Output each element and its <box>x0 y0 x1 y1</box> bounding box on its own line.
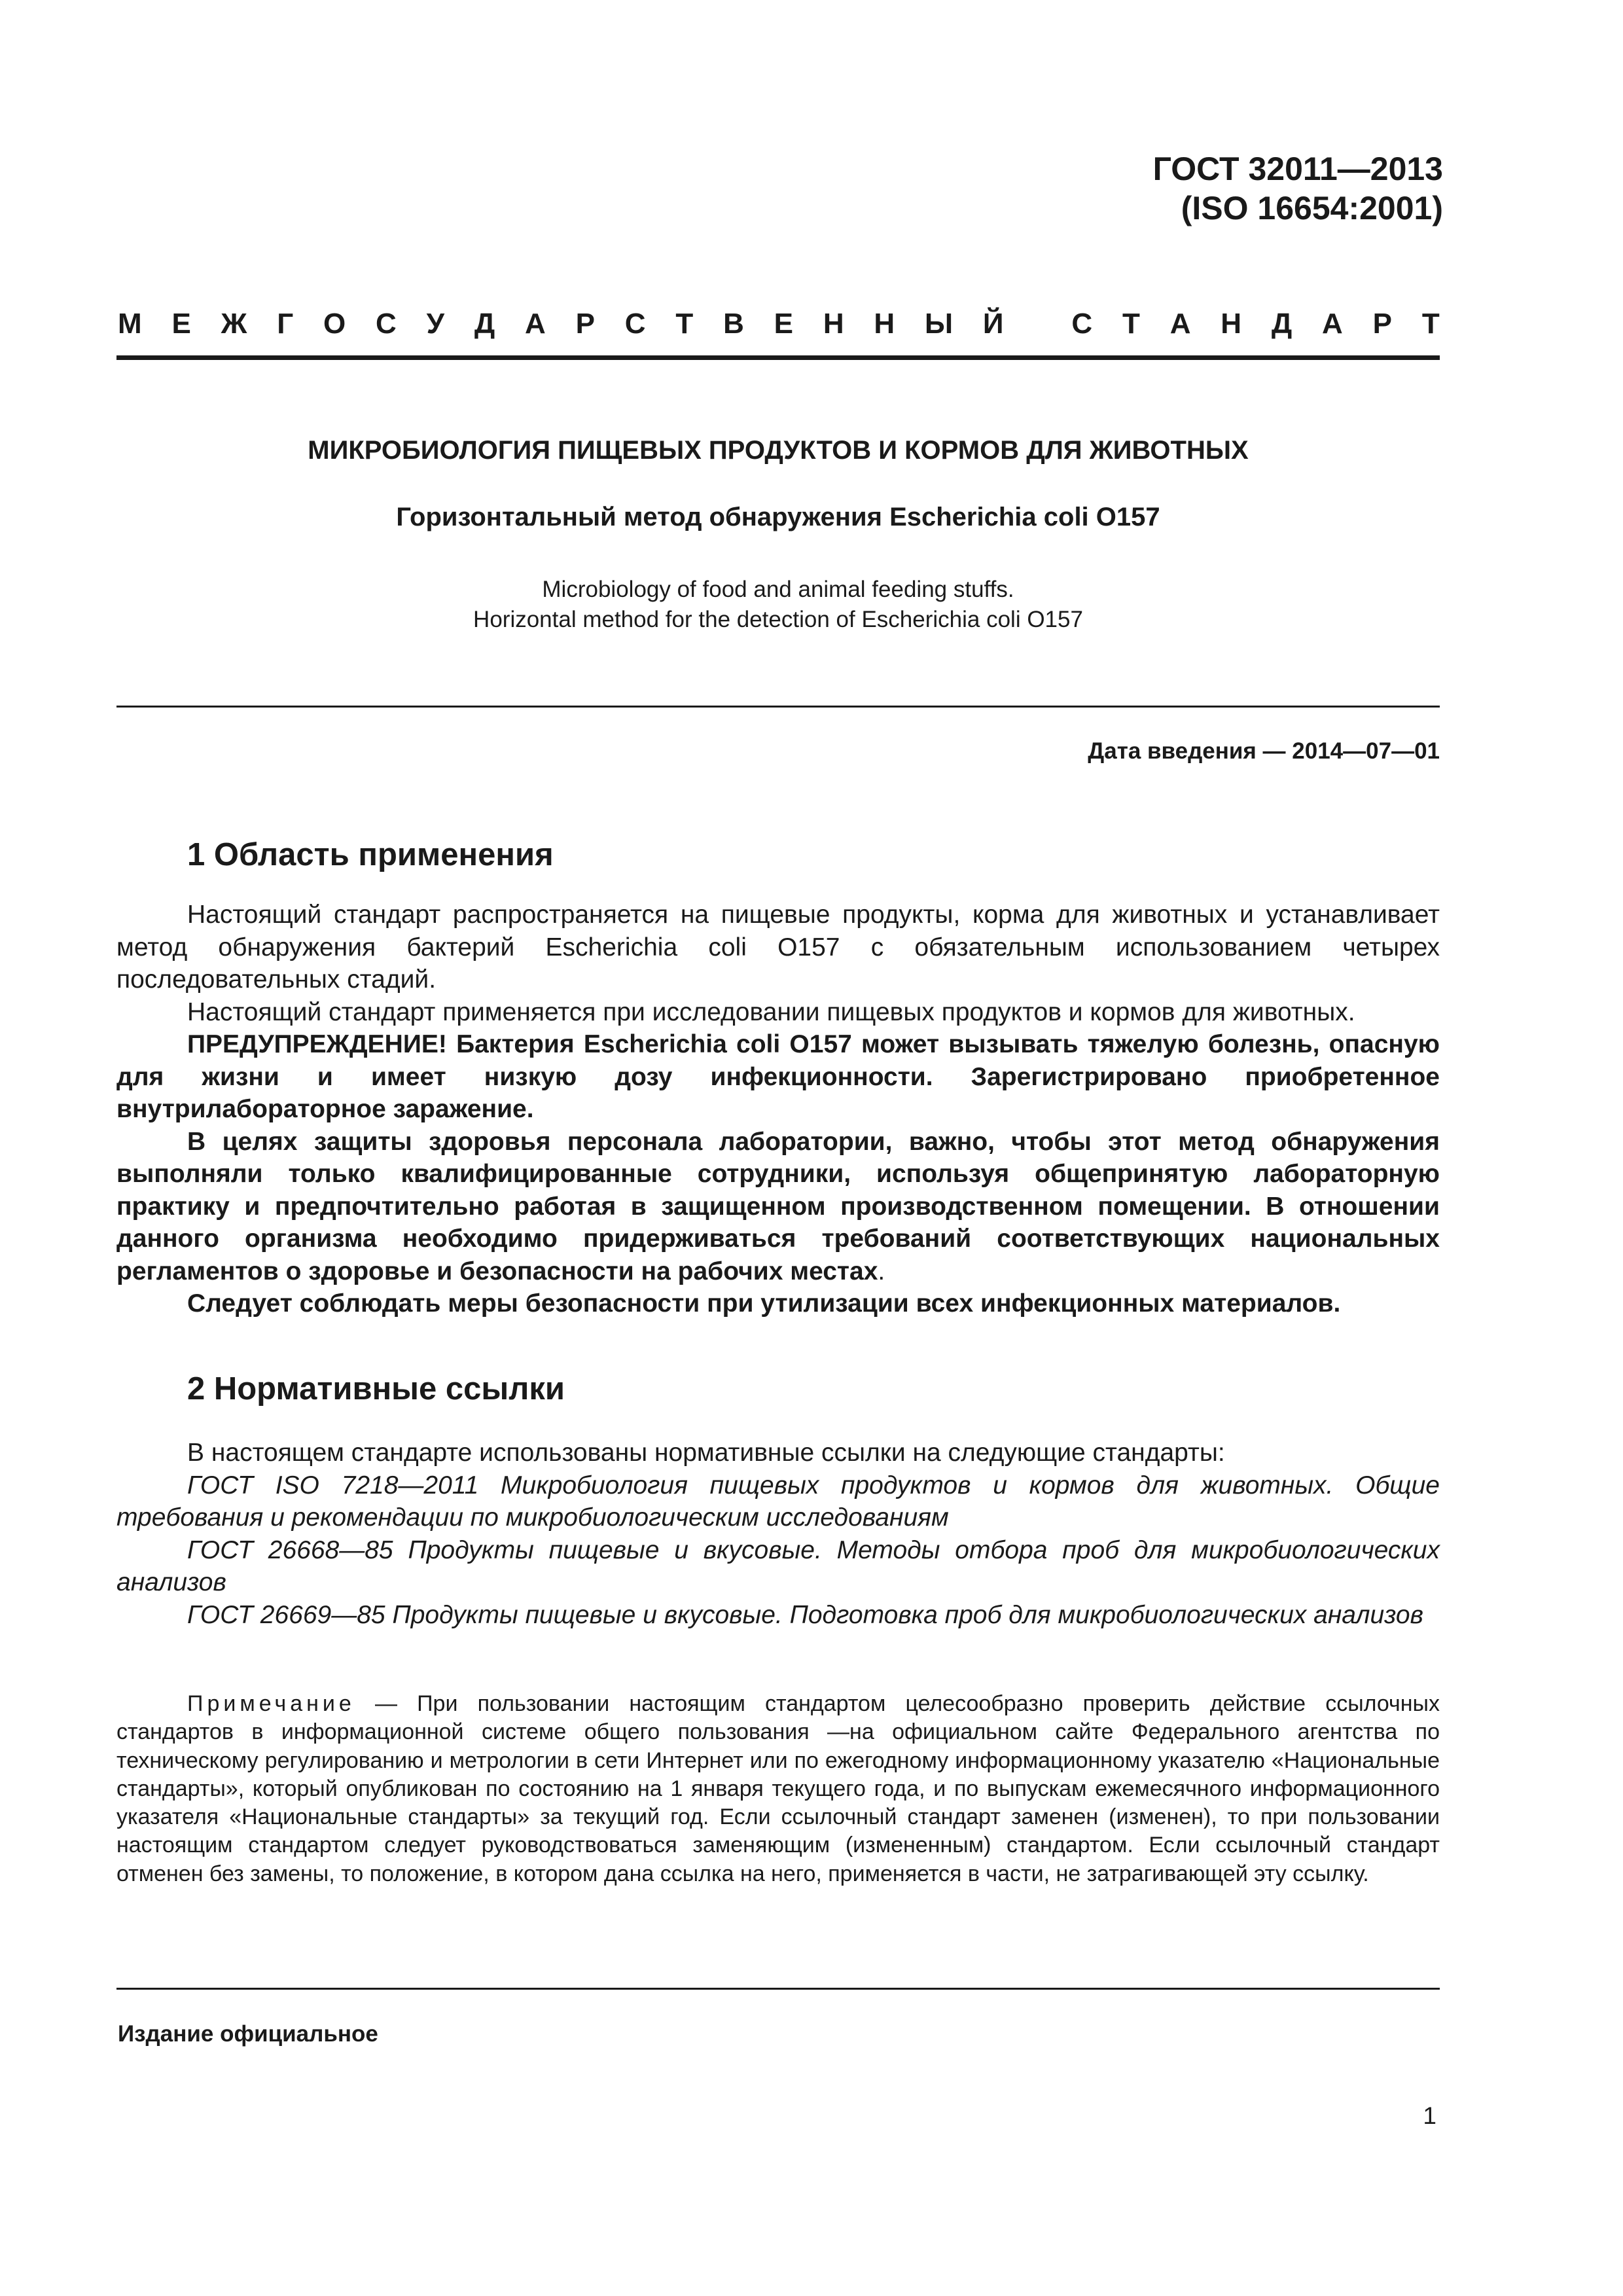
heading-letter: У <box>426 308 445 340</box>
heading-letter: Й <box>982 308 1004 340</box>
section-1-body <box>116 899 1440 1320</box>
iso-number: (ISO 16654:2001) <box>1181 190 1443 226</box>
sub-title: Горизонтальный метод обнаружения Escherichia coli O157 <box>396 503 1160 531</box>
heading-letter: Д <box>474 308 495 340</box>
footer-rule <box>116 1988 1440 1990</box>
note-text: — При пользовании настоящим стандартом целесообразно проверить действие ссылочных стандартов в информационной системе общего пользования —на официальном сайте Федерального агентства по техническому регулированию и метрологии в сети Интернет или по ежегодному информационному указателю «Национальные стандарты», который опубликован по состоянию на 1 января текущего года, и по выпускам ежемесячного информационного указателя «Национальные стандарты» за текущий год. Если ссылочный стандарт заменен (изменен), то при пользовании настоящим стандартом следует руководствоваться заменяющим (измененным) стандартом. Если ссылочный стандарт отменен без замены, то положение, в котором дана ссылка на него, применяется в части, не затрагивающей эту ссылку. <box>116 1691 1440 1886</box>
heading-letter: Е <box>171 308 191 340</box>
heading-letter: Н <box>1221 308 1242 340</box>
reference-item: ГОСТ ISO 7218—2011 Микробиология пищевых продуктов и кормов для животных. Общие требования и рекомендации по микробиологическим исследованиям <box>116 1471 1440 1532</box>
standard-type-heading <box>118 308 1440 340</box>
heading-letter: Д <box>1271 308 1293 340</box>
heading-letter: Т <box>1122 308 1140 340</box>
warning-paragraph: Следует соблюдать меры безопасности при утилизации всех инфекционных материалов. <box>187 1289 1341 1318</box>
doc-number: ГОСТ 32011—2013 <box>1152 151 1443 187</box>
heading-letter: Е <box>774 308 794 340</box>
title-rule <box>116 706 1440 708</box>
heading-letter: Н <box>823 308 844 340</box>
heading-letter: В <box>723 308 744 340</box>
edition-label: Издание официальное <box>118 2021 378 2047</box>
note <box>116 1690 1440 1888</box>
page-number: 1 <box>1423 2102 1436 2129</box>
reference-item: ГОСТ 26669—85 Продукты пищевые и вкусовые. Подготовка проб для микробиологических анализов <box>187 1600 1423 1629</box>
paragraph: Настоящий стандарт распространяется на пищевые продукты, корма для животных и устанавливает метод обнаружения бактерий Escherichia coli O157 с обязательным использованием четырех последовательных стадий. <box>116 901 1440 994</box>
heading-letter: Ы <box>925 308 954 340</box>
heading-letter: А <box>1169 308 1191 340</box>
heading-letter: О <box>323 308 346 340</box>
warning-text: В целях защиты здоровья персонала лаборатории, важно, чтобы этот метод обнаружения выполняли только квалифицированные сотрудники, используя общепринятую лабораторную практику и предпочтительно работая в защищенном производственном помещении. В отношении данного организма необходимо придерживаться требований соответствующих национальных регламентов о здоровье и безопасности на рабочих местах <box>116 1127 1440 1285</box>
warning-paragraph <box>116 1126 1440 1288</box>
heading-letter: Ж <box>221 308 247 340</box>
heading-letter: Р <box>1372 308 1392 340</box>
paragraph: В настоящем стандарте использованы нормативные ссылки на следующие стандарты: <box>187 1439 1225 1467</box>
english-title <box>116 575 1440 635</box>
reference-item: ГОСТ 26668—85 Продукты пищевые и вкусовые. Методы отбора проб для микробиологических анализов <box>116 1535 1440 1596</box>
introduction-date: Дата введения — 2014—07—01 <box>1088 738 1440 764</box>
heading-letter: Р <box>575 308 595 340</box>
heading-letter: Т <box>1421 308 1440 340</box>
note-label: Примечание <box>187 1691 355 1716</box>
heading-letter: С <box>1071 308 1093 340</box>
header-rule <box>116 355 1440 360</box>
warning-paragraph: ПРЕДУПРЕЖДЕНИЕ! Бактерия Escherichia coli O157 может вызывать тяжелую болезнь, опасную для жизни и имеет низкую дозу инфекционности. Зарегистрировано приобретенное внутрилабораторное заражение. <box>116 1030 1440 1123</box>
english-title-line2: Horizontal method for the detection of Escherichia coli O157 <box>473 607 1083 632</box>
heading-letter: С <box>376 308 397 340</box>
heading-letter <box>1033 308 1041 340</box>
document-id <box>1153 149 1443 228</box>
heading-letter: М <box>118 308 142 340</box>
paragraph: Настоящий стандарт применяется при исследовании пищевых продуктов и кормов для животных. <box>187 997 1355 1026</box>
heading-letter: Г <box>277 308 294 340</box>
english-title-line1: Microbiology of food and animal feeding stuffs. <box>542 577 1014 602</box>
heading-letter: А <box>1322 308 1343 340</box>
heading-letter: Т <box>675 308 694 340</box>
section-2-body <box>116 1437 1440 1631</box>
heading-letter: Н <box>874 308 895 340</box>
warning-period: . <box>878 1257 885 1285</box>
main-title: МИКРОБИОЛОГИЯ ПИЩЕВЫХ ПРОДУКТОВ И КОРМОВ ДЛЯ ЖИВОТНЫХ <box>308 436 1249 465</box>
section-2-heading: 2 Нормативные ссылки <box>187 1371 565 1407</box>
heading-letter: А <box>525 308 546 340</box>
section-1-heading: 1 Область применения <box>187 837 554 872</box>
heading-letter: С <box>624 308 646 340</box>
